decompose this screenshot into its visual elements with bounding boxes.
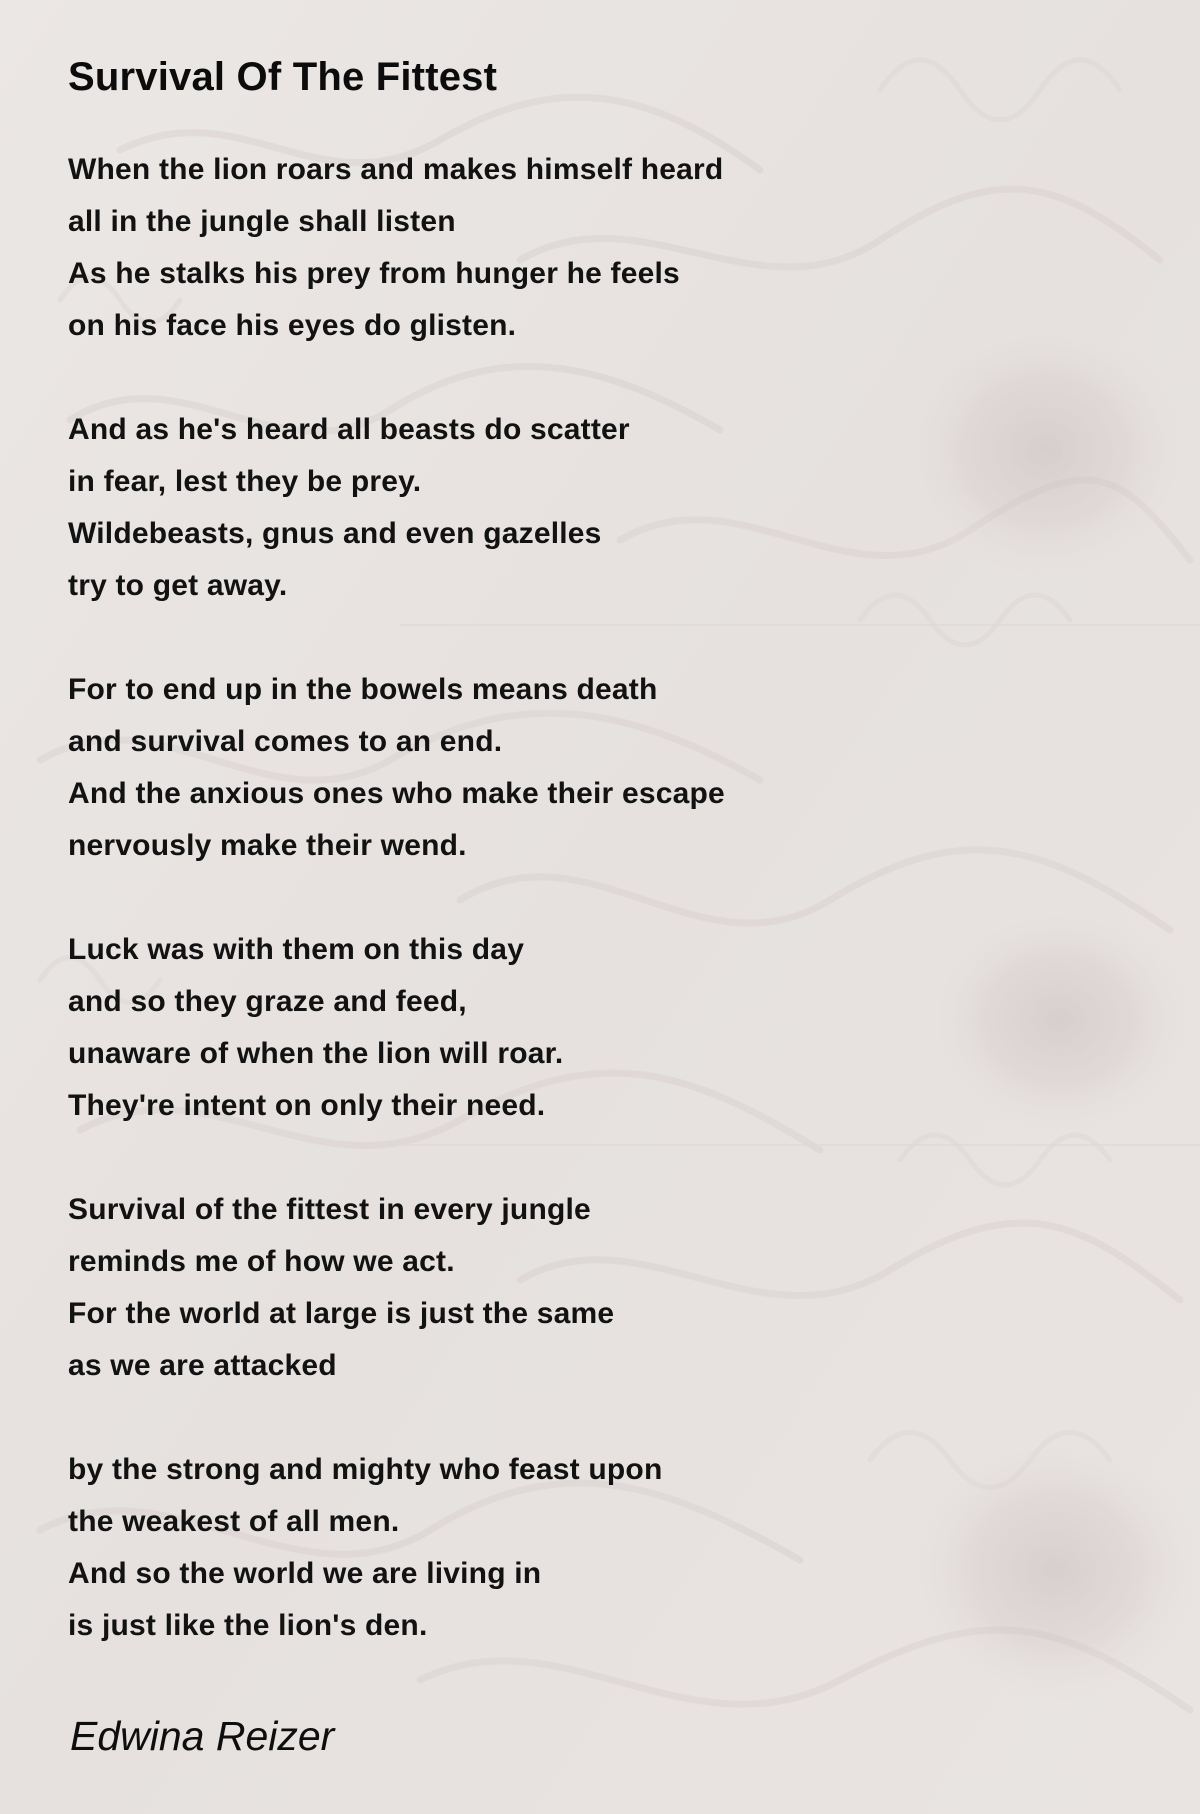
poem-line: and survival comes to an end. (68, 725, 503, 758)
poem-line: For the world at large is just the same (68, 1297, 615, 1330)
poem-line: all in the jungle shall listen (68, 205, 456, 238)
poem-line: Wildebeasts, gnus and even gazelles (68, 517, 602, 550)
stanza-6 (68, 1444, 1200, 1652)
poem-line: in fear, lest they be prey. (68, 465, 422, 498)
poem-line: And the anxious ones who make their escape (68, 777, 725, 810)
stanza-4 (68, 924, 1200, 1132)
poem-line: and so they graze and feed, (68, 985, 467, 1018)
poem-line: as we are attacked (68, 1349, 337, 1382)
poem-line: is just like the lion's den. (68, 1609, 428, 1642)
poem-line: try to get away. (68, 569, 288, 602)
poem-line: unaware of when the lion will roar. (68, 1037, 564, 1070)
poem-line: Luck was with them on this day (68, 933, 525, 966)
poem-line: the weakest of all men. (68, 1505, 400, 1538)
stanza-5 (68, 1184, 1200, 1392)
poem-line: When the lion roars and makes himself heard (68, 153, 724, 186)
stanza-3 (68, 664, 1200, 872)
poem-line: nervously make their wend. (68, 829, 467, 862)
poem-line: As he stalks his prey from hunger he feels (68, 257, 680, 290)
stanza-1 (68, 144, 1200, 352)
poem-line: For to end up in the bowels means death (68, 673, 658, 706)
poem-line: And so the world we are living in (68, 1557, 542, 1590)
stanza-2 (68, 404, 1200, 612)
poem-title: Survival Of The Fittest (68, 55, 498, 99)
poem-line: And as he's heard all beasts do scatter (68, 413, 630, 446)
poem-line: by the strong and mighty who feast upon (68, 1453, 663, 1486)
poem-line: Survival of the fittest in every jungle (68, 1193, 591, 1226)
poem-line: They're intent on only their need. (68, 1089, 546, 1122)
poem-author: Edwina Reizer (70, 1713, 335, 1759)
poem-line: reminds me of how we act. (68, 1245, 455, 1278)
poem-line: on his face his eyes do glisten. (68, 309, 517, 342)
